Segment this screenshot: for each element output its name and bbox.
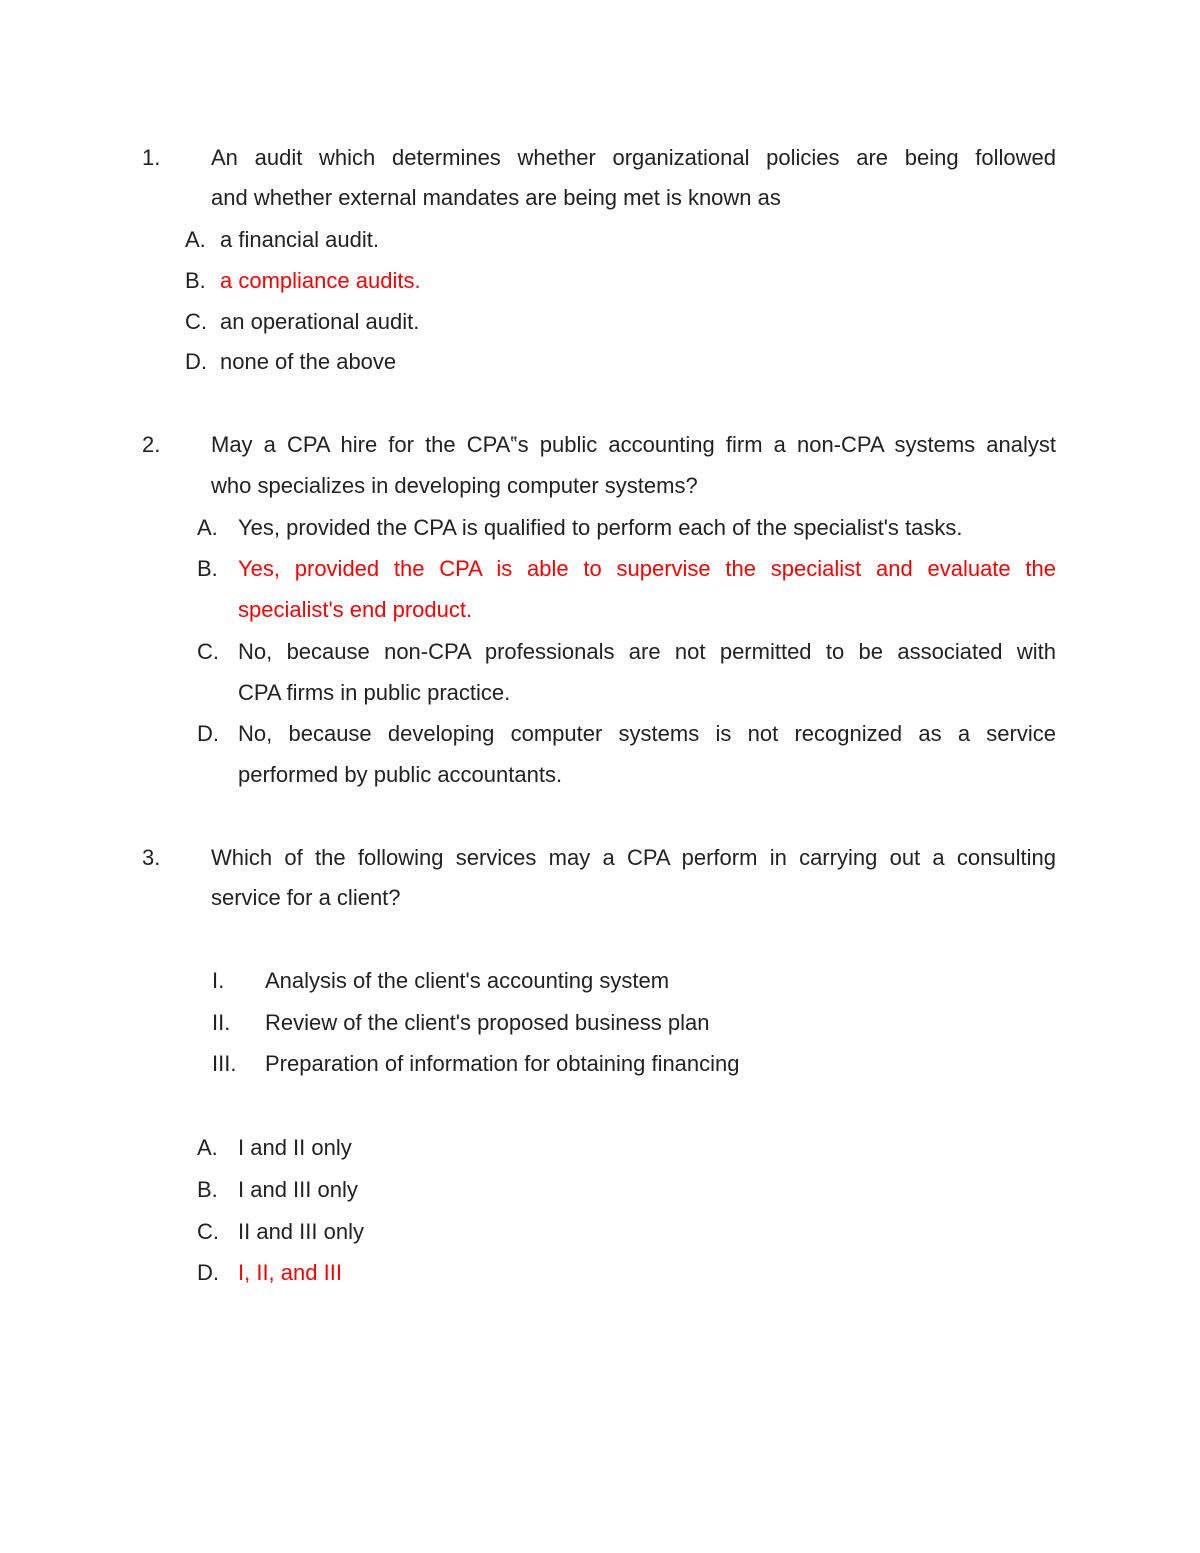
option-text: I and III only <box>238 1177 358 1202</box>
question-number: 3. <box>142 845 161 870</box>
roman-item-text: Preparation of information for obtaining financing <box>265 1051 740 1076</box>
option-text: none of the above <box>220 349 397 374</box>
roman-numeral: III. <box>212 1051 237 1076</box>
option-text: II and III only <box>238 1219 364 1244</box>
question-stem-line: May a CPA hire for the CPA‟s public accounting firm a non-CPA systems analyst <box>211 432 1056 457</box>
correct-answer-text: a compliance audits. <box>220 268 421 293</box>
question-stem-line: Which of the following services may a CPA perform in carrying out a consulting <box>211 845 1056 870</box>
option-text: a financial audit. <box>220 227 379 252</box>
option-letter: D. <box>197 721 219 746</box>
option-text: performed by public accountants. <box>238 762 563 787</box>
correct-answer-text: specialist's end product. <box>238 597 473 622</box>
option-letter: A. <box>197 1135 218 1160</box>
option-text: an operational audit. <box>220 309 420 334</box>
roman-item-text: Analysis of the client's accounting system <box>265 968 670 993</box>
option-text: Yes, provided the CPA is qualified to perform each of the specialist's tasks. <box>238 515 963 540</box>
question-number: 1. <box>142 145 161 170</box>
question-number: 2. <box>142 432 161 457</box>
option-text: No, because developing computer systems is not recognized as a service <box>238 721 1056 746</box>
option-letter: D. <box>197 1260 219 1285</box>
option-letter: C. <box>197 639 219 664</box>
option-letter: B. <box>185 268 206 293</box>
option-letter: B. <box>197 556 218 581</box>
correct-answer-text: Yes, provided the CPA is able to supervise the specialist and evaluate the <box>238 556 1056 581</box>
option-text: CPA firms in public practice. <box>238 680 511 705</box>
option-letter: C. <box>185 309 207 334</box>
option-letter: B. <box>197 1177 218 1202</box>
option-letter: C. <box>197 1219 219 1244</box>
correct-answer-text: I, II, and III <box>238 1260 342 1285</box>
option-letter: A. <box>185 227 206 252</box>
question-stem-line: An audit which determines whether organizational policies are being followed <box>211 145 1056 170</box>
question-stem-line: and whether external mandates are being met is known as <box>211 185 781 210</box>
roman-numeral: I. <box>212 968 225 993</box>
option-letter: A. <box>197 515 218 540</box>
option-text: I and II only <box>238 1135 352 1160</box>
roman-numeral: II. <box>212 1010 231 1035</box>
question-stem-line: service for a client? <box>211 885 401 910</box>
question-stem-line: who specializes in developing computer systems? <box>211 473 698 498</box>
option-text: No, because non-CPA professionals are not permitted to be associated with <box>238 639 1056 664</box>
roman-item-text: Review of the client's proposed business plan <box>265 1010 710 1035</box>
option-letter: D. <box>185 349 207 374</box>
